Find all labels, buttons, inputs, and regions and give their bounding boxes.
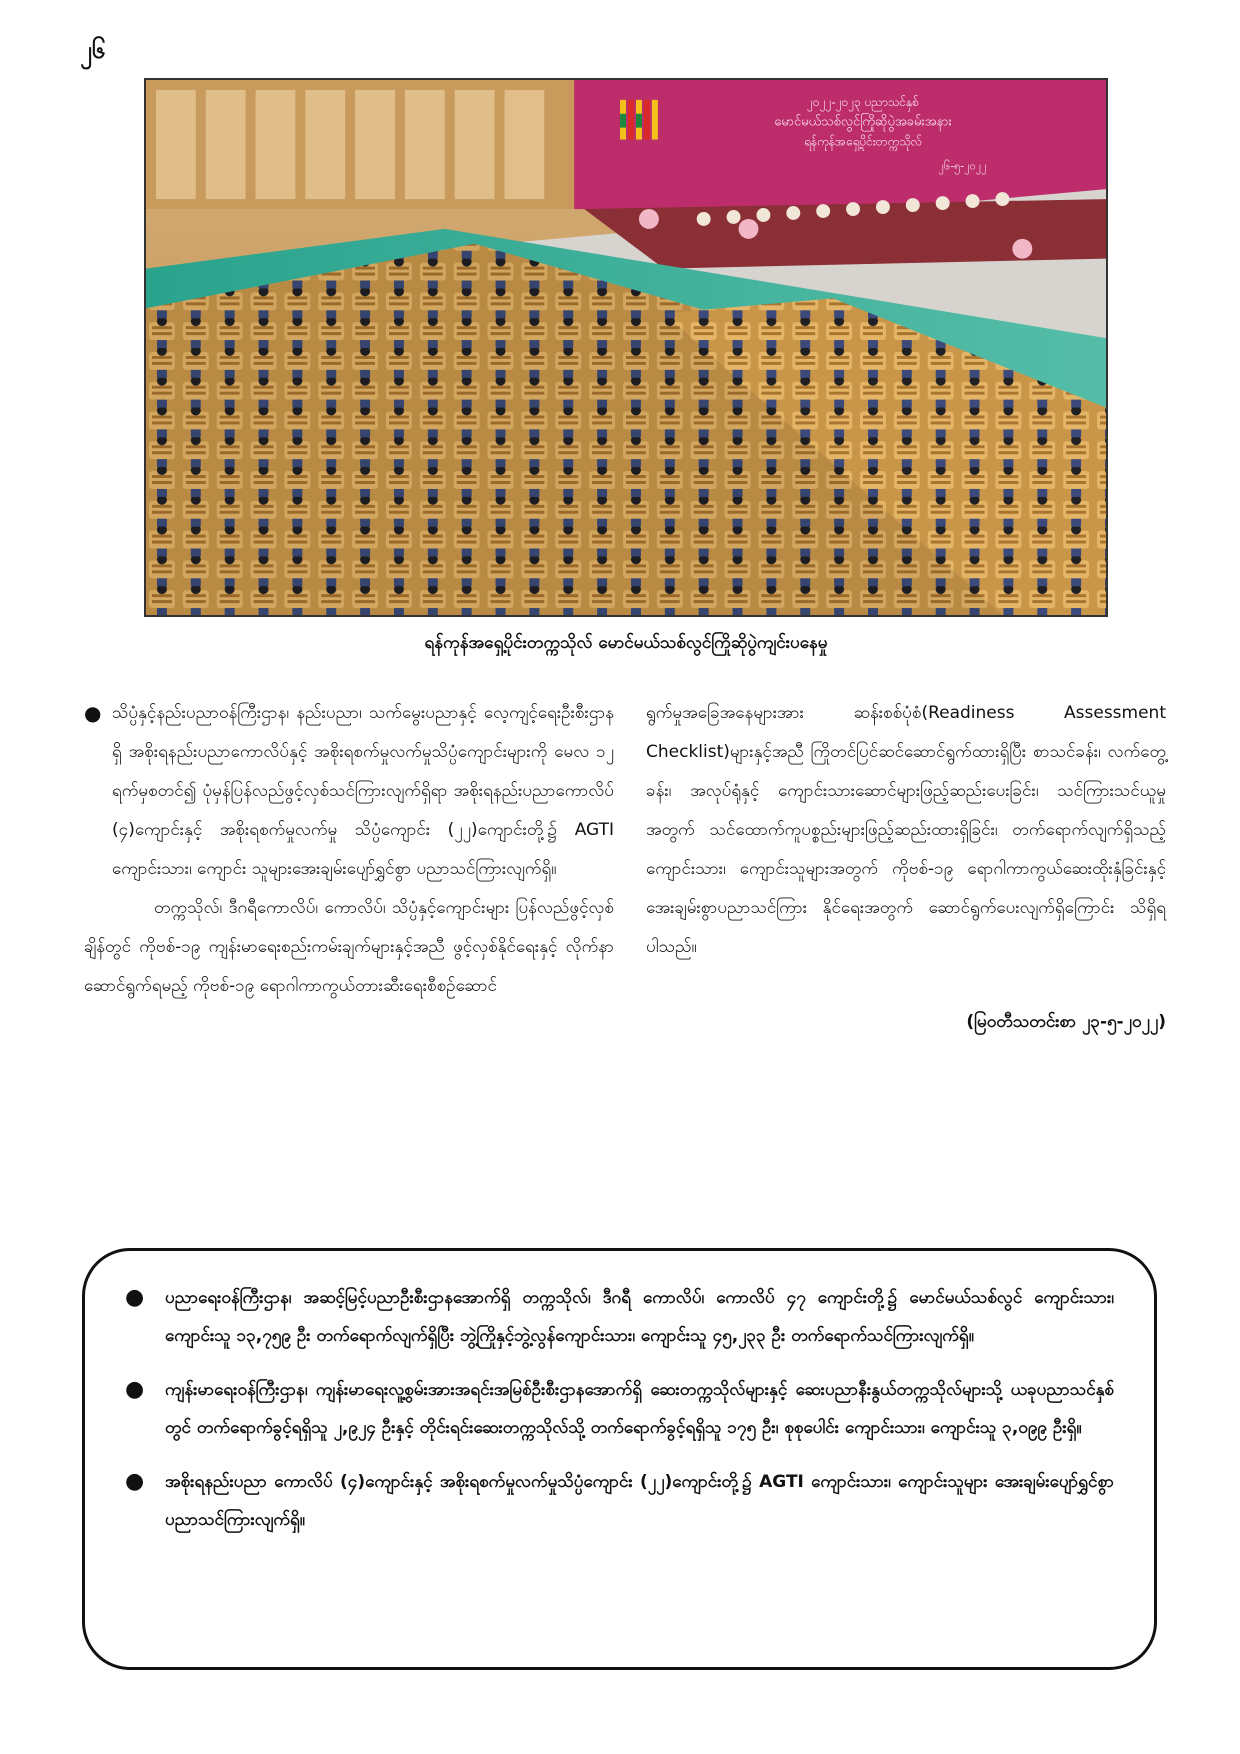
article-continued-paragraph: ရွက်မှုအခြေအနေများအား ဆန်းစစ်ပုံစံ(Readiness Assessment Checklist)များနှင့်အညီ ကြိုတင်ပြင်ဆင်ဆောင်ရွက်ထားရှိပြီး စာသင်ခန်း၊ လက်တွေ့ခန်း၊ အလုပ်ရုံနှင့် ကျောင်းသားဆောင်များဖြည့်ဆည်းပေးခြင်း၊ သင်ကြားသင်ယူမှုအတွက် သင်ထောက်ကူပစ္စည်းများဖြည့်ဆည်းထားရှိခြင်း၊ တက်ရောက်လျက်ရှိသည့် ကျောင်းသား၊ ကျောင်းသူများအတွက် ကိုဗစ်-၁၉ ရောဂါကာကွယ်ဆေးထိုးနှံခြင်းနှင့် အေးချမ်းစွာပညာသင်ကြား နိုင်ရေးအတွက် ဆောင်ရွက်ပေးလျက်ရှိကြောင်း သိရှိရပါသည်။ <box>646 703 1166 957</box>
summary-list <box>85 1251 1154 1539</box>
banner-line-2: မောင်မယ်သစ်လွင်ကြိုဆိုပွဲအခမ်းအနား <box>774 114 952 130</box>
photo-caption: ရန်ကုန်အရှေ့ပိုင်းတက္ကသိုလ် မောင်မယ်သစ်လွင်ကြိုဆိုပွဲကျင်းပနေမှု <box>424 633 828 653</box>
summary-item-text: အစိုးရနည်းပညာ ကောလိပ် (၄)ကျောင်းနှင့် အစိုးရစက်မှုလက်မှုသိပ္ပံကျောင်း (၂၂)ကျောင်းတို့၌ AGTI ကျောင်းသား၊ ကျောင်းသူများ အေးချမ်းပျော်ရွှင်စွာ ပညာသင်ကြားလျက်ရှိ။ <box>165 1472 1114 1530</box>
flags <box>620 100 658 140</box>
bullet-icon: ● <box>125 1377 145 1402</box>
ceremony-photo <box>144 78 1108 617</box>
banner-line-1: ၂၀၂၂-၂၀၂၃ ပညာသင်နှစ် <box>807 94 919 109</box>
article-right-column <box>646 694 1166 1042</box>
summary-item <box>125 1371 1114 1447</box>
article-left-column <box>84 694 614 1006</box>
bullet-icon: ● <box>125 1285 145 1310</box>
page-number: ၂၆ <box>80 36 106 64</box>
bullet-icon: ● <box>84 701 102 725</box>
article-source: (မြဝတီသတင်းစာ ၂၃-၅-၂၀၂၂) <box>966 1012 1166 1032</box>
summary-box <box>82 1248 1157 1670</box>
article-paragraph: တက္ကသိုလ်၊ ဒီဂရီကောလိပ်၊ ကောလိပ်၊ သိပ္ပံနှင့်ကျောင်းများ ပြန်လည်ဖွင့်လှစ်ချိန်တွင် ကိုဗစ်-၁၉ ကျန်းမာရေးစည်းကမ်းချက်များနှင့်အညီ ဖွင့်လှစ်နိုင်ရေးနှင့် လိုက်နာဆောင်ရွက်ရမည့် ကိုဗစ်-၁၉ ရောဂါကာကွယ်တားဆီးရေးစီစဉ်ဆောင် <box>84 898 614 996</box>
bullet-icon: ● <box>125 1469 145 1494</box>
article-bullet-paragraph <box>84 694 614 889</box>
banner-line-3: ရန်ကုန်အရှေ့ပိုင်းတက္ကသိုလ် <box>804 134 922 149</box>
summary-item-text: ကျန်းမာရေးဝန်ကြီးဌာန၊ ကျန်းမာရေးလူ့စွမ်းအားအရင်းအမြစ်ဦးစီးဌာနအောက်ရှိ ဆေးတက္ကသိုလ်များနှင့် ဆေးပညာနီးနွယ်တက္ကသိုလ်များသို့ ယခုပညာသင်နှစ်တွင် တက်ရောက်ခွင့်ရရှိသူ ၂,၉၂၄ ဦးနှင့် တိုင်းရင်းဆေးတက္ကသိုလ်သို့ တက်ရောက်ခွင့်ရရှိသူ ၁၇၅ ဦး၊ စုစုပေါင်း ကျောင်းသား၊ ကျောင်းသူ ၃,၀၉၉ ဦးရှိ။ <box>165 1380 1114 1438</box>
banner-line-4: ၂၆-၅-၂၀၂၂ <box>938 159 987 173</box>
summary-item-text: ပညာရေးဝန်ကြီးဌာန၊ အဆင့်မြင့်ပညာဦးစီးဌာနအောက်ရှိ တက္ကသိုလ်၊ ဒီဂရီ ကောလိပ်၊ ကောလိပ် ၄၇ ကျောင်းတို့၌ မောင်မယ်သစ်လွင် ကျောင်းသား၊ ကျောင်းသူ ၁၃,၇၅၉ ဦး တက်ရောက်လျက်ရှိပြီး ဘွဲ့ကြိုနှင့်ဘွဲ့လွန်ကျောင်းသား၊ ကျောင်းသူ ၄၅,၂၃၃ ဦး တက်ရောက်သင်ကြားလျက်ရှိ။ <box>165 1288 1114 1346</box>
article-bullet-text: သိပ္ပံနှင့်နည်းပညာဝန်ကြီးဌာန၊ နည်းပညာ၊ သက်မွေးပညာနှင့် လေ့ကျင့်ရေးဦးစီးဌာနရှိ အစိုးရနည်းပညာကောလိပ်နှင့် အစိုးရစက်မှုလက်မှုသိပ္ပံကျောင်းများကို မေလ ၁၂ ရက်မှစတင်၍ ပုံမှန်ပြန်လည်ဖွင့်လှစ်သင်ကြားလျက်ရှိရာ အစိုးရနည်းပညာကောလိပ် (၄)ကျောင်းနှင့် အစိုးရစက်မှုလက်မှု သိပ္ပံကျောင်း (၂၂)ကျောင်းတို့၌ AGTI ကျောင်းသား၊ ကျောင်း သူများအေးချမ်းပျော်ရွှင်စွာ ပညာသင်ကြားလျက်ရှိ။ <box>112 703 614 879</box>
summary-item <box>125 1463 1114 1539</box>
summary-item <box>125 1279 1114 1355</box>
ceremony-hall-image <box>146 80 1106 615</box>
